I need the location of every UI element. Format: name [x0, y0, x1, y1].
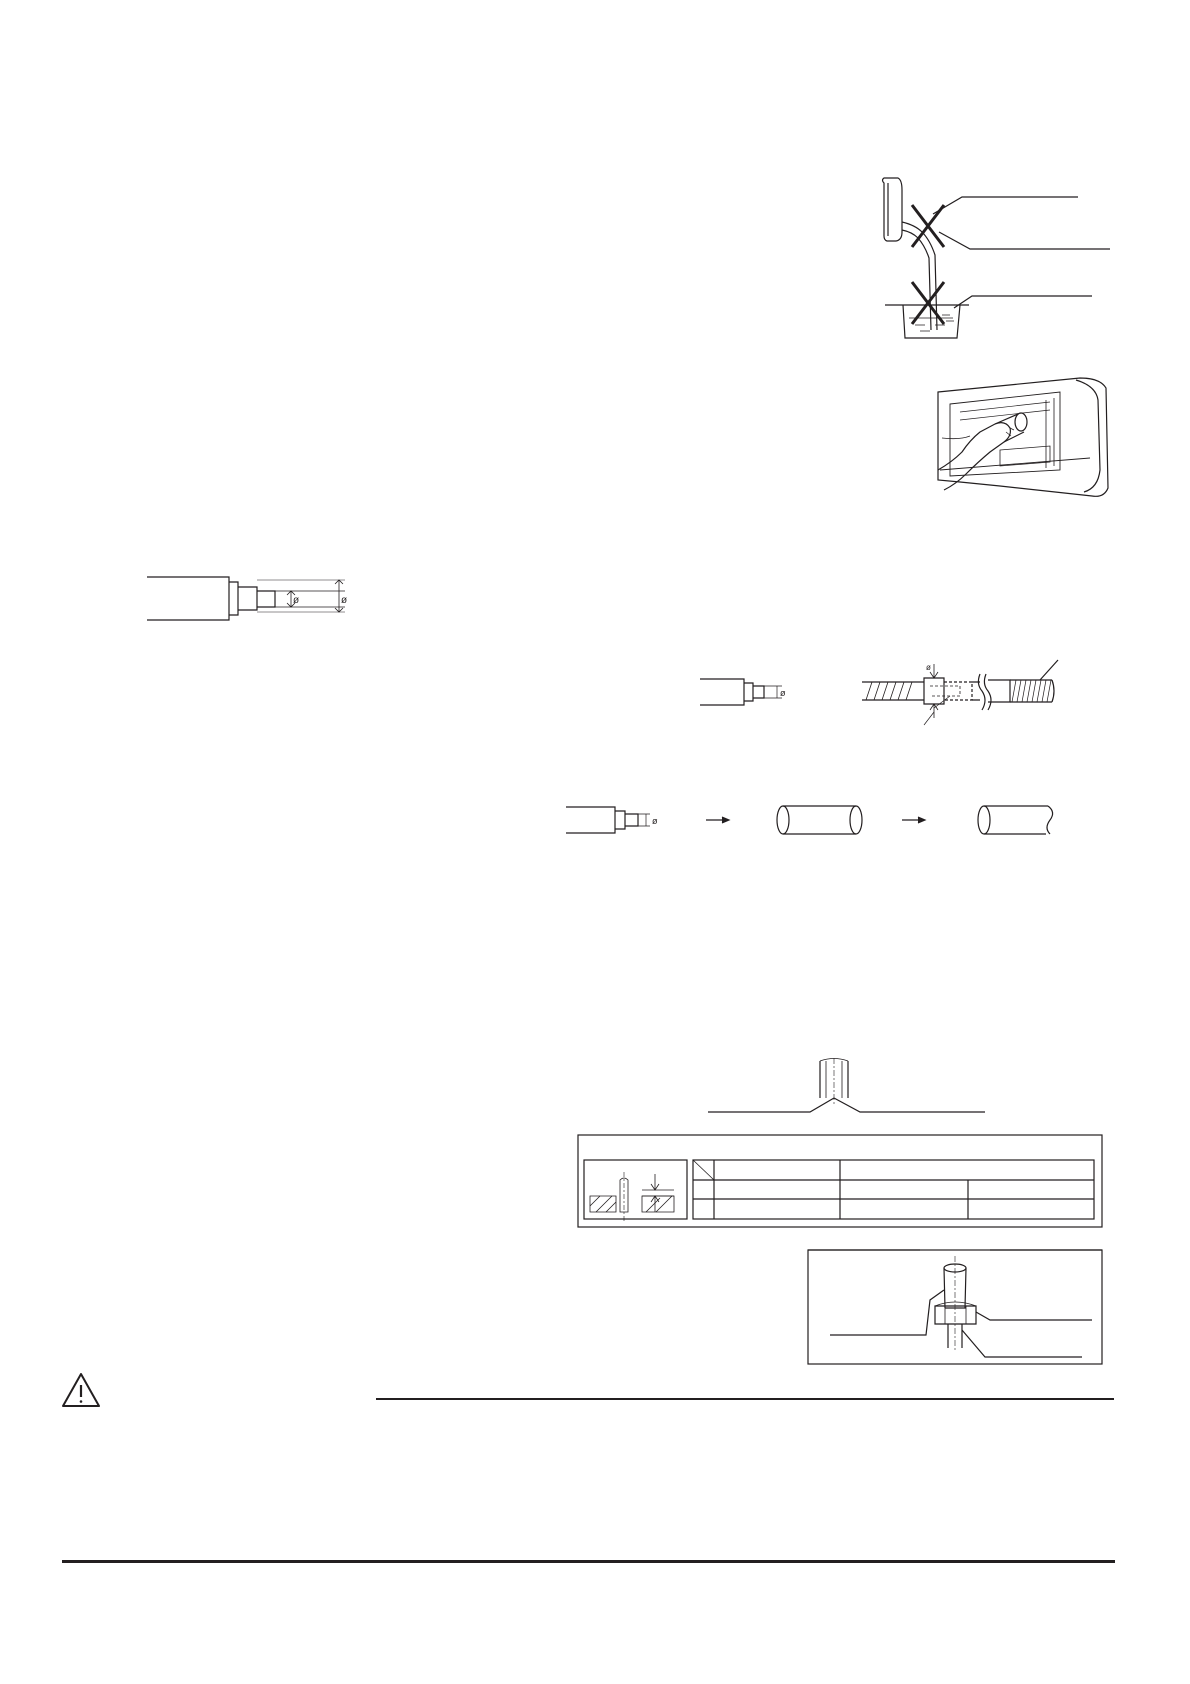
drain-hose-do-not-immerse-illustration — [883, 178, 1111, 338]
indoor-unit-drain-hose-connection-illustration — [938, 378, 1108, 496]
caution-rule — [376, 1398, 1114, 1400]
warning-triangle-icon — [63, 1374, 99, 1406]
diameter-symbol-outer: ø — [341, 595, 348, 606]
hose-with-fitting-diagram — [862, 660, 1058, 725]
diameter-symbol-bottom: ø — [652, 816, 658, 826]
flare-dimension-table — [578, 1135, 1102, 1227]
pipe-reducer-middle-diagram — [700, 679, 782, 705]
footer-rule — [62, 1560, 1115, 1563]
diameter-symbol-middle: ø — [780, 688, 786, 698]
flare-nut-tightening-diagram — [808, 1250, 1102, 1364]
pipe-end-diagram — [708, 1058, 985, 1112]
diameter-symbol-inner: ø — [293, 595, 300, 606]
pipe-reducer-left-diagram — [147, 577, 348, 620]
diameter-symbol-hose: ø — [926, 663, 931, 672]
pipe-cutting-sequence-diagram — [566, 806, 1053, 834]
